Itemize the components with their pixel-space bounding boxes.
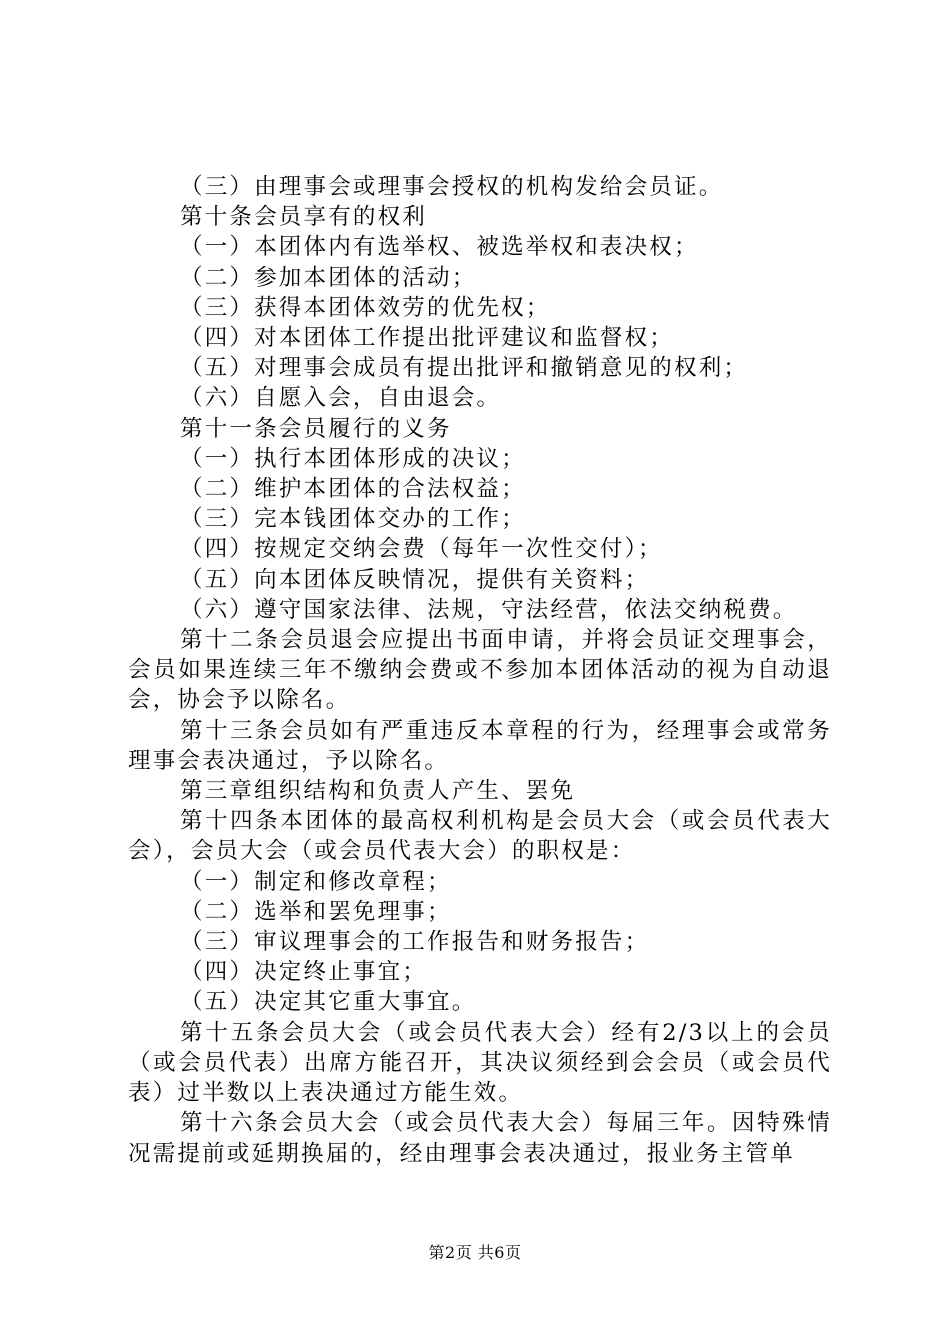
article-heading: 第十条会员享有的权利 — [180, 204, 428, 231]
paragraph: （五）对理事会成员有提出批评和撤销意见的权利； — [180, 355, 749, 382]
paragraph: （三）完本钱团体交办的工作； — [180, 506, 526, 533]
paragraph: （五）向本团体反映情况，提供有关资料； — [180, 566, 650, 593]
paragraph: （三）由理事会或理事会授权的机构发给会员证。 — [180, 174, 724, 200]
article-heading: 第十一条会员履行的义务 — [180, 415, 452, 442]
paragraph: 第十五条会员大会（或会员代表大会）经有2/3以上的会员（或会员代表）出席方能召开，其决议须经到会会员（或会员代表）过半数以上表决通过方能生效。 — [128, 1019, 832, 1107]
paragraph: （二）参加本团体的活动； — [180, 264, 477, 291]
paragraph: （六）自愿入会，自由退会。 — [180, 385, 502, 412]
paragraph: （一）本团体内有选举权、被选举权和表决权； — [180, 234, 699, 261]
document-body — [128, 172, 832, 1169]
paragraph: 第十四条本团体的最高权利机构是会员大会（或会员代表大会），会员大会（或会员代表大会）的职权是： — [128, 808, 832, 865]
page-footer: 第2页 共6页 — [428, 1243, 522, 1262]
paragraph: （四）决定终止事宜； — [180, 959, 428, 986]
paragraph: （四）按规定交纳会费（每年一次性交付）； — [180, 536, 663, 563]
paragraph: 第十三条会员如有严重违反本章程的行为，经理事会或常务理事会表决通过，予以除名。 — [128, 717, 832, 774]
paragraph: （一）制定和修改章程； — [180, 868, 452, 895]
paragraph: 第十六条会员大会（或会员代表大会）每届三年。因特殊情况需提前或延期换届的，经由理事会表决通过，报业务主管单 — [128, 1110, 832, 1167]
paragraph: 第十二条会员退会应提出书面申请，并将会员证交理事会，会员如果连续三年不缴纳会费或不参加本团体活动的视为自动退会，协会予以除名。 — [128, 627, 832, 714]
paragraph: （六）遵守国家法律、法规，守法经营，依法交纳税费。 — [180, 596, 798, 623]
chapter-heading: 第三章组织结构和负责人产生、罢免 — [180, 778, 576, 805]
paragraph: （三）获得本团体效劳的优先权； — [180, 294, 551, 321]
paragraph: （三）审议理事会的工作报告和财务报告； — [180, 929, 650, 956]
paragraph: （二）维护本团体的合法权益； — [180, 476, 526, 503]
paragraph: （二）选举和罢免理事； — [180, 898, 452, 925]
paragraph: （四）对本团体工作提出批评建议和监督权； — [180, 325, 675, 352]
paragraph: （一）执行本团体形成的决议； — [180, 445, 526, 472]
paragraph: （五）决定其它重大事宜。 — [180, 989, 477, 1016]
